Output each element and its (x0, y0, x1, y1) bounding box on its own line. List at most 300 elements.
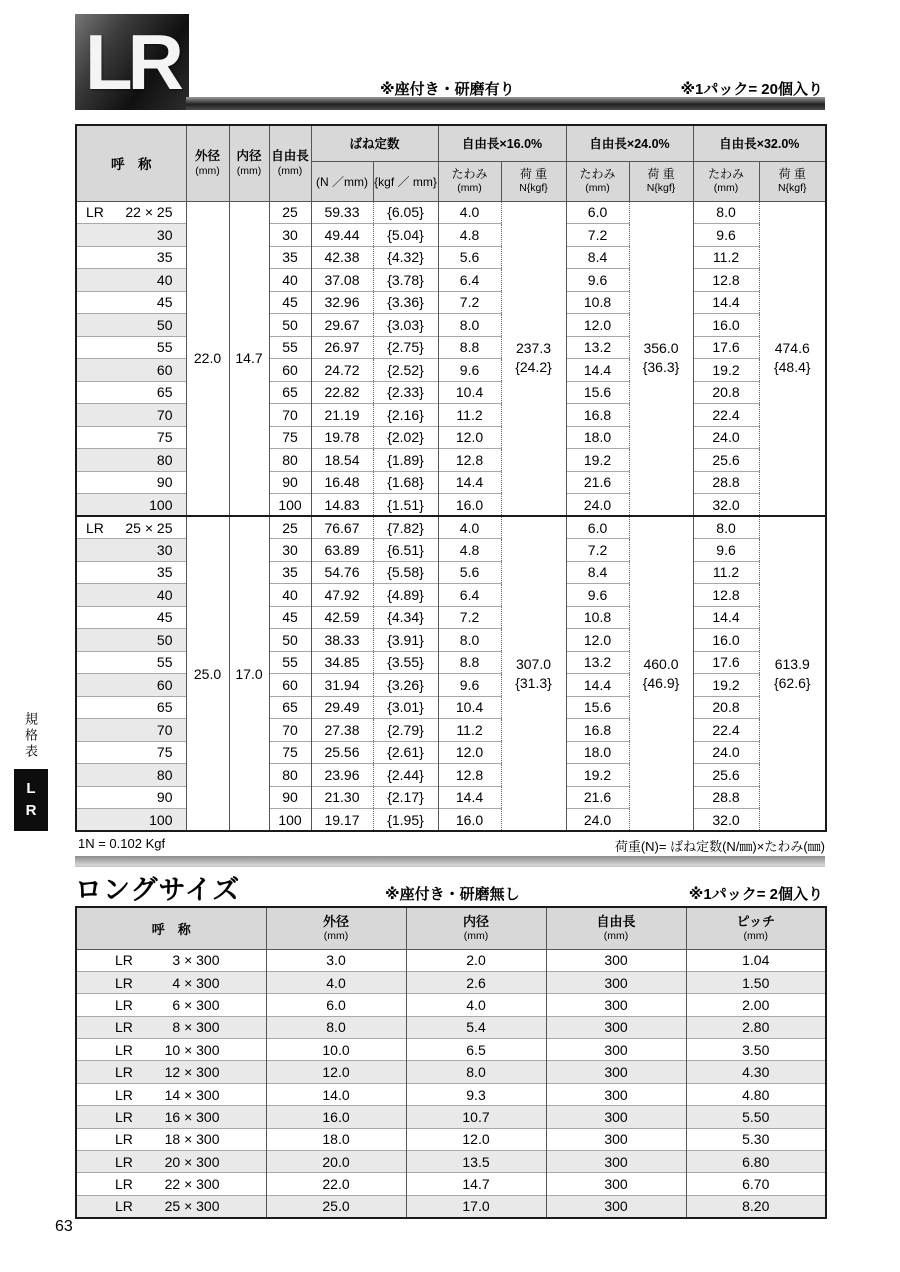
name-cell: LR 8 × 300 (76, 1016, 266, 1038)
free-length-cell: 35 (269, 246, 311, 269)
deflection-32-cell: 20.8 (693, 696, 759, 719)
long-row (76, 949, 826, 971)
deflection-32-cell: 22.4 (693, 719, 759, 742)
rate-kgf-cell: {2.52} (373, 359, 438, 382)
long-row (76, 1039, 826, 1061)
deflection-32-cell: 32.0 (693, 494, 759, 517)
rate-kgf-cell: {1.68} (373, 471, 438, 494)
load-cell: 237.3 {24.2} (501, 201, 566, 516)
inner-dia-cell: 6.5 (406, 1039, 546, 1061)
free-length-cell: 65 (269, 381, 311, 404)
free-length-cell: 45 (269, 291, 311, 314)
deflection-24-cell: 19.2 (566, 449, 629, 472)
deflection-24-cell: 12.0 (566, 314, 629, 337)
outer-dia-cell: 25.0 (186, 516, 229, 831)
deflection-24-cell: 16.8 (566, 404, 629, 427)
unit-header-load-16: 荷 重 N{kgf} (501, 161, 566, 201)
rate-kgf-cell: {6.05} (373, 201, 438, 224)
rate-kgf-cell: {7.82} (373, 516, 438, 539)
name-cell: 40 (76, 584, 186, 607)
deflection-32-cell: 8.0 (693, 516, 759, 539)
load-cell: 460.0 {46.9} (629, 516, 693, 831)
outer-dia-cell: 4.0 (266, 971, 406, 993)
inner-dia-cell: 4.0 (406, 994, 546, 1016)
deflection-24-cell: 24.0 (566, 494, 629, 517)
rate-n-cell: 32.96 (311, 291, 373, 314)
col-header-group-24pct: 自由長×24.0% (566, 125, 693, 161)
inner-dia-cell: 17.0 (406, 1195, 546, 1217)
rate-n-cell: 38.33 (311, 629, 373, 652)
free-length-cell: 65 (269, 696, 311, 719)
deflection-24-cell: 8.4 (566, 246, 629, 269)
col-header-inner-dia: 内径 (mm) (229, 125, 269, 201)
rate-kgf-cell: {5.58} (373, 561, 438, 584)
note-seating-ground: ※座付き・研磨有り (380, 81, 515, 98)
pitch-cell: 2.80 (686, 1016, 826, 1038)
deflection-24-cell: 18.0 (566, 426, 629, 449)
rate-n-cell: 27.38 (311, 719, 373, 742)
deflection-16-cell: 12.8 (438, 449, 501, 472)
rate-kgf-cell: {3.55} (373, 651, 438, 674)
pitch-cell: 6.80 (686, 1151, 826, 1173)
name-cell: LR 25 × 25 (76, 516, 186, 539)
deflection-24-cell: 19.2 (566, 764, 629, 787)
deflection-32-cell: 11.2 (693, 561, 759, 584)
name-cell: 45 (76, 291, 186, 314)
long-row (76, 1106, 826, 1128)
deflection-16-cell: 9.6 (438, 674, 501, 697)
name-cell: 35 (76, 561, 186, 584)
name-cell: 70 (76, 404, 186, 427)
free-length-cell: 90 (269, 786, 311, 809)
deflection-24-cell: 15.6 (566, 381, 629, 404)
deflection-24-cell: 13.2 (566, 651, 629, 674)
deflection-32-cell: 32.0 (693, 809, 759, 832)
rate-kgf-cell: {1.89} (373, 449, 438, 472)
rate-n-cell: 76.67 (311, 516, 373, 539)
rate-n-cell: 31.94 (311, 674, 373, 697)
long-size-title: ロングサイズ (75, 875, 241, 905)
rate-n-cell: 63.89 (311, 539, 373, 562)
name-cell: 75 (76, 741, 186, 764)
deflection-32-cell: 24.0 (693, 741, 759, 764)
rate-n-cell: 42.59 (311, 606, 373, 629)
outer-dia-cell: 12.0 (266, 1061, 406, 1083)
spec-row (76, 201, 826, 224)
free-length-cell: 90 (269, 471, 311, 494)
unit-header-deflection-16: たわみ (mm) (438, 161, 501, 201)
pitch-cell: 8.20 (686, 1195, 826, 1217)
rate-kgf-cell: {3.26} (373, 674, 438, 697)
deflection-32-cell: 11.2 (693, 246, 759, 269)
rate-n-cell: 23.96 (311, 764, 373, 787)
deflection-16-cell: 12.0 (438, 426, 501, 449)
inner-dia-cell: 14.7 (406, 1173, 546, 1195)
deflection-16-cell: 6.4 (438, 584, 501, 607)
rate-kgf-cell: {2.16} (373, 404, 438, 427)
main-table-body (76, 201, 826, 831)
note-pack-quantity-long: ※1パック= 2個入り (688, 886, 823, 903)
name-cell: 90 (76, 786, 186, 809)
long-row (76, 1173, 826, 1195)
outer-dia-cell: 14.0 (266, 1083, 406, 1105)
deflection-24-cell: 9.6 (566, 584, 629, 607)
long-row (76, 1083, 826, 1105)
inner-dia-cell: 14.7 (229, 201, 269, 516)
rate-n-cell: 49.44 (311, 224, 373, 247)
free-length-cell: 300 (546, 971, 686, 993)
long-row (76, 971, 826, 993)
free-length-cell: 75 (269, 741, 311, 764)
outer-dia-cell: 8.0 (266, 1016, 406, 1038)
pitch-cell: 5.50 (686, 1106, 826, 1128)
deflection-24-cell: 21.6 (566, 786, 629, 809)
name-cell: LR 4 × 300 (76, 971, 266, 993)
deflection-16-cell: 10.4 (438, 381, 501, 404)
long-row (76, 1151, 826, 1173)
rate-n-cell: 18.54 (311, 449, 373, 472)
long-size-table (75, 906, 827, 1219)
free-length-cell: 60 (269, 674, 311, 697)
rate-n-cell: 47.92 (311, 584, 373, 607)
outer-dia-cell: 3.0 (266, 949, 406, 971)
free-length-cell: 55 (269, 651, 311, 674)
free-length-cell: 60 (269, 359, 311, 382)
name-cell: 80 (76, 764, 186, 787)
rate-kgf-cell: {3.91} (373, 629, 438, 652)
pitch-cell: 4.80 (686, 1083, 826, 1105)
name-cell: 65 (76, 381, 186, 404)
deflection-24-cell: 16.8 (566, 719, 629, 742)
name-cell: LR 18 × 300 (76, 1128, 266, 1150)
free-length-cell: 70 (269, 719, 311, 742)
deflection-32-cell: 16.0 (693, 314, 759, 337)
deflection-16-cell: 4.0 (438, 516, 501, 539)
free-length-cell: 25 (269, 516, 311, 539)
unit-header-rate-n: (N ／mm) (311, 161, 373, 201)
name-cell: 60 (76, 359, 186, 382)
deflection-24-cell: 21.6 (566, 471, 629, 494)
name-cell: LR 25 × 300 (76, 1195, 266, 1217)
name-cell: 90 (76, 471, 186, 494)
deflection-16-cell: 10.4 (438, 696, 501, 719)
rate-kgf-cell: {5.04} (373, 224, 438, 247)
col-header-outer-dia: 外径 (mm) (186, 125, 229, 201)
col-header-name: 呼 称 (76, 907, 266, 949)
deflection-16-cell: 4.0 (438, 201, 501, 224)
long-row (76, 1128, 826, 1150)
deflection-16-cell: 11.2 (438, 404, 501, 427)
deflection-16-cell: 12.0 (438, 741, 501, 764)
deflection-16-cell: 14.4 (438, 786, 501, 809)
rate-kgf-cell: {2.17} (373, 786, 438, 809)
rate-kgf-cell: {4.32} (373, 246, 438, 269)
free-length-cell: 35 (269, 561, 311, 584)
long-row (76, 1061, 826, 1083)
conversion-footnote: 1N = 0.102 Kgf (78, 836, 166, 851)
deflection-32-cell: 25.6 (693, 764, 759, 787)
rate-n-cell: 26.97 (311, 336, 373, 359)
pitch-cell: 2.00 (686, 994, 826, 1016)
deflection-24-cell: 7.2 (566, 539, 629, 562)
col-header-pitch: ピッチ (mm) (686, 907, 826, 949)
deflection-32-cell: 14.4 (693, 291, 759, 314)
col-header-inner-dia: 内径 (mm) (406, 907, 546, 949)
deflection-16-cell: 8.0 (438, 629, 501, 652)
col-header-group-16pct: 自由長×16.0% (438, 125, 566, 161)
name-cell: LR 22 × 300 (76, 1173, 266, 1195)
free-length-cell: 300 (546, 1061, 686, 1083)
unit-header-rate-kgf: {kgf ／ mm} (373, 161, 438, 201)
deflection-24-cell: 10.8 (566, 291, 629, 314)
rate-n-cell: 19.78 (311, 426, 373, 449)
name-cell: LR 16 × 300 (76, 1106, 266, 1128)
free-length-cell: 55 (269, 336, 311, 359)
free-length-cell: 300 (546, 949, 686, 971)
deflection-16-cell: 8.8 (438, 651, 501, 674)
deflection-32-cell: 16.0 (693, 629, 759, 652)
free-length-cell: 300 (546, 1128, 686, 1150)
deflection-16-cell: 4.8 (438, 539, 501, 562)
deflection-16-cell: 7.2 (438, 291, 501, 314)
name-cell: 50 (76, 314, 186, 337)
unit-header-deflection-32: たわみ (mm) (693, 161, 759, 201)
deflection-16-cell: 14.4 (438, 471, 501, 494)
rate-kgf-cell: {3.01} (373, 696, 438, 719)
deflection-32-cell: 12.8 (693, 269, 759, 292)
rate-n-cell: 19.17 (311, 809, 373, 832)
inner-dia-cell: 2.6 (406, 971, 546, 993)
rate-kgf-cell: {2.44} (373, 764, 438, 787)
col-header-outer-dia: 外径 (mm) (266, 907, 406, 949)
deflection-24-cell: 12.0 (566, 629, 629, 652)
free-length-cell: 40 (269, 584, 311, 607)
deflection-32-cell: 19.2 (693, 674, 759, 697)
deflection-32-cell: 9.6 (693, 539, 759, 562)
free-length-cell: 30 (269, 539, 311, 562)
rate-n-cell: 42.38 (311, 246, 373, 269)
outer-dia-cell: 6.0 (266, 994, 406, 1016)
pitch-cell: 3.50 (686, 1039, 826, 1061)
long-row (76, 994, 826, 1016)
name-cell: LR 12 × 300 (76, 1061, 266, 1083)
inner-dia-cell: 2.0 (406, 949, 546, 971)
deflection-24-cell: 9.6 (566, 269, 629, 292)
deflection-16-cell: 16.0 (438, 809, 501, 832)
deflection-32-cell: 19.2 (693, 359, 759, 382)
unit-header-load-24: 荷 重 N{kgf} (629, 161, 693, 201)
inner-dia-cell: 10.7 (406, 1106, 546, 1128)
deflection-32-cell: 17.6 (693, 651, 759, 674)
rate-n-cell: 37.08 (311, 269, 373, 292)
load-cell: 613.9 {62.6} (759, 516, 826, 831)
col-header-spring-rate: ばね定数 (311, 125, 438, 161)
rate-n-cell: 21.30 (311, 786, 373, 809)
name-cell: 45 (76, 606, 186, 629)
rate-n-cell: 59.33 (311, 201, 373, 224)
inner-dia-cell: 9.3 (406, 1083, 546, 1105)
rate-kgf-cell: {2.33} (373, 381, 438, 404)
deflection-32-cell: 17.6 (693, 336, 759, 359)
deflection-24-cell: 24.0 (566, 809, 629, 832)
free-length-cell: 300 (546, 1016, 686, 1038)
name-cell: 30 (76, 224, 186, 247)
name-cell: 80 (76, 449, 186, 472)
deflection-24-cell: 6.0 (566, 516, 629, 539)
deflection-16-cell: 8.0 (438, 314, 501, 337)
note-pack-quantity: ※1パック= 20個入り (680, 81, 823, 98)
load-formula-footnote: 荷重(N)= ばね定数(N/㎜)×たわみ(㎜) (614, 839, 825, 854)
rate-kgf-cell: {2.75} (373, 336, 438, 359)
name-cell: 55 (76, 651, 186, 674)
outer-dia-cell: 22.0 (266, 1173, 406, 1195)
note-seating-unground: ※座付き・研磨無し (385, 886, 520, 903)
deflection-32-cell: 9.6 (693, 224, 759, 247)
rate-n-cell: 25.56 (311, 741, 373, 764)
free-length-cell: 70 (269, 404, 311, 427)
rate-kgf-cell: {2.79} (373, 719, 438, 742)
deflection-16-cell: 9.6 (438, 359, 501, 382)
rate-kgf-cell: {6.51} (373, 539, 438, 562)
col-header-group-32pct: 自由長×32.0% (693, 125, 826, 161)
deflection-24-cell: 7.2 (566, 224, 629, 247)
col-header-name: 呼 称 (76, 125, 186, 201)
name-cell: 35 (76, 246, 186, 269)
series-logo-text: LR (85, 18, 179, 106)
outer-dia-cell: 18.0 (266, 1128, 406, 1150)
free-length-cell: 100 (269, 494, 311, 517)
long-header-row (76, 907, 826, 949)
outer-dia-cell: 16.0 (266, 1106, 406, 1128)
long-table-body (76, 949, 826, 1218)
pitch-cell: 1.04 (686, 949, 826, 971)
deflection-16-cell: 6.4 (438, 269, 501, 292)
rate-n-cell: 24.72 (311, 359, 373, 382)
header-row-groups (76, 125, 826, 161)
name-cell: LR 3 × 300 (76, 949, 266, 971)
name-cell: 40 (76, 269, 186, 292)
free-length-cell: 50 (269, 629, 311, 652)
name-cell: 65 (76, 696, 186, 719)
rate-kgf-cell: {1.51} (373, 494, 438, 517)
deflection-24-cell: 13.2 (566, 336, 629, 359)
rate-kgf-cell: {4.34} (373, 606, 438, 629)
rate-n-cell: 21.19 (311, 404, 373, 427)
free-length-cell: 300 (546, 1083, 686, 1105)
name-cell: LR 14 × 300 (76, 1083, 266, 1105)
free-length-cell: 300 (546, 1106, 686, 1128)
name-cell: 50 (76, 629, 186, 652)
deflection-16-cell: 11.2 (438, 719, 501, 742)
deflection-24-cell: 14.4 (566, 674, 629, 697)
rate-kgf-cell: {3.78} (373, 269, 438, 292)
free-length-cell: 45 (269, 606, 311, 629)
deflection-24-cell: 10.8 (566, 606, 629, 629)
deflection-32-cell: 20.8 (693, 381, 759, 404)
deflection-32-cell: 22.4 (693, 404, 759, 427)
deflection-32-cell: 8.0 (693, 201, 759, 224)
col-header-free-length: 自由長 (mm) (546, 907, 686, 949)
deflection-16-cell: 8.8 (438, 336, 501, 359)
deflection-16-cell: 5.6 (438, 561, 501, 584)
rate-n-cell: 22.82 (311, 381, 373, 404)
rate-n-cell: 16.48 (311, 471, 373, 494)
deflection-32-cell: 28.8 (693, 471, 759, 494)
name-cell: LR 20 × 300 (76, 1151, 266, 1173)
free-length-cell: 25 (269, 201, 311, 224)
free-length-cell: 300 (546, 1173, 686, 1195)
load-cell: 307.0 {31.3} (501, 516, 566, 831)
rate-n-cell: 29.67 (311, 314, 373, 337)
inner-dia-cell: 8.0 (406, 1061, 546, 1083)
outer-dia-cell: 22.0 (186, 201, 229, 516)
load-cell: 474.6 {48.4} (759, 201, 826, 516)
pitch-cell: 5.30 (686, 1128, 826, 1150)
load-cell: 356.0 {36.3} (629, 201, 693, 516)
name-cell: 100 (76, 494, 186, 517)
series-logo (75, 14, 189, 110)
name-cell: 55 (76, 336, 186, 359)
margin-series-tab: L R (14, 769, 48, 831)
free-length-cell: 50 (269, 314, 311, 337)
inner-dia-cell: 5.4 (406, 1016, 546, 1038)
deflection-24-cell: 6.0 (566, 201, 629, 224)
page-number: 63 (55, 1218, 73, 1235)
unit-header-deflection-24: たわみ (mm) (566, 161, 629, 201)
col-header-free-length: 自由長 (mm) (269, 125, 311, 201)
free-length-cell: 300 (546, 1151, 686, 1173)
name-cell: LR 6 × 300 (76, 994, 266, 1016)
deflection-32-cell: 14.4 (693, 606, 759, 629)
free-length-cell: 40 (269, 269, 311, 292)
name-cell: LR 10 × 300 (76, 1039, 266, 1061)
name-cell: LR 22 × 25 (76, 201, 186, 224)
pitch-cell: 1.50 (686, 971, 826, 993)
section-divider-bar (75, 856, 825, 867)
rate-kgf-cell: {2.02} (373, 426, 438, 449)
deflection-16-cell: 5.6 (438, 246, 501, 269)
outer-dia-cell: 25.0 (266, 1195, 406, 1217)
deflection-16-cell: 16.0 (438, 494, 501, 517)
spring-spec-table (75, 124, 827, 832)
rate-n-cell: 54.76 (311, 561, 373, 584)
free-length-cell: 80 (269, 449, 311, 472)
name-cell: 70 (76, 719, 186, 742)
free-length-cell: 75 (269, 426, 311, 449)
inner-dia-cell: 12.0 (406, 1128, 546, 1150)
outer-dia-cell: 20.0 (266, 1151, 406, 1173)
deflection-32-cell: 25.6 (693, 449, 759, 472)
deflection-32-cell: 12.8 (693, 584, 759, 607)
deflection-16-cell: 4.8 (438, 224, 501, 247)
deflection-24-cell: 14.4 (566, 359, 629, 382)
pitch-cell: 6.70 (686, 1173, 826, 1195)
deflection-24-cell: 15.6 (566, 696, 629, 719)
rate-kgf-cell: {3.36} (373, 291, 438, 314)
free-length-cell: 300 (546, 1195, 686, 1217)
deflection-24-cell: 8.4 (566, 561, 629, 584)
name-cell: 60 (76, 674, 186, 697)
spec-row (76, 516, 826, 539)
deflection-16-cell: 7.2 (438, 606, 501, 629)
deflection-24-cell: 18.0 (566, 741, 629, 764)
rate-n-cell: 34.85 (311, 651, 373, 674)
unit-header-load-32: 荷 重 N{kgf} (759, 161, 826, 201)
free-length-cell: 300 (546, 994, 686, 1016)
pitch-cell: 4.30 (686, 1061, 826, 1083)
rate-kgf-cell: {1.95} (373, 809, 438, 832)
free-length-cell: 300 (546, 1039, 686, 1061)
